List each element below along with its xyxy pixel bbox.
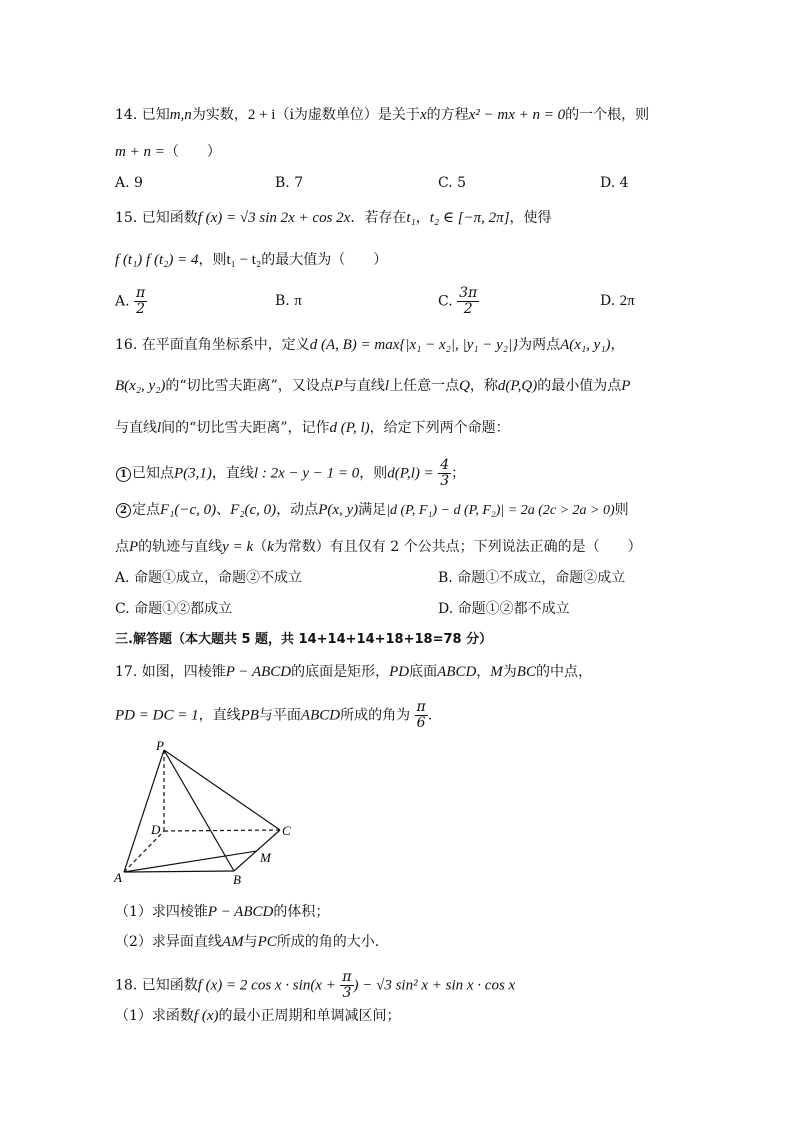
fraction-pi-over-3 [340,970,353,1001]
math-k: k [267,539,274,555]
q18-sub1 [115,1006,401,1026]
q17-text: ， [476,664,491,680]
section-heading: 三.解答题（本大题共 5 题，共 14+14+14+18+18=78 分） [115,632,493,647]
math-condition: |d (P, F₁) − d (P, F₂)| = 2a (2c > 2a > 0) [386,503,615,518]
numerator: π [416,699,426,715]
math-m: M [490,664,503,680]
q14-option-c[interactable]: C. 5 [438,175,467,191]
q16-number: 16. 在平面直角坐标系中，定义 [115,337,310,353]
numerator: π [342,969,352,985]
q18-number: 18. 已知函数 [115,977,198,994]
q16-text: 的“切比雪夫距离”，又设点 [165,378,334,394]
q14-text: 的一个根，则 [565,107,650,123]
math-am: AM [221,934,244,950]
math-p: P [129,539,139,555]
math-p: P [621,378,631,394]
q17-text: 所成的角为 [340,707,411,724]
q17-text: （1）求四棱锥 [115,904,208,920]
vertex-label-a: A [114,870,122,885]
math-pc: PC [257,934,277,950]
math-line-l: l : 2x − y − 1 = 0 [253,465,360,482]
q16-text: 、 [216,502,231,518]
q18-line1 [115,970,515,1001]
q16-text: 则 [614,502,629,518]
q15-line2 [115,250,387,270]
math-l: l [384,378,390,394]
math-dpq: d(P,Q) [497,378,538,394]
q15-option-b[interactable] [275,291,302,311]
q14-text: i为虚数单位）是关于 [289,107,420,123]
q15-text: ，使得 [509,210,552,226]
math-bc: BC [516,664,536,680]
q14-option-b[interactable]: B. 7 [275,175,304,191]
q16-text: 满足 [358,502,387,518]
math-fx: f (x) = √3 sin 2x + cos 2x [197,210,351,226]
math-mn: m,n [169,107,192,123]
fraction-pi-over-2 [134,286,147,317]
q16-text: ； [451,465,466,482]
q16-text: ， [610,337,625,353]
numerator: π [136,285,146,301]
q17-text: . [427,707,433,724]
q17-line2 [115,700,432,731]
q17-line1 [115,662,592,682]
q15-text: ， [415,210,430,226]
denominator: 2 [136,301,146,317]
math-t1: t₁ [406,210,416,226]
math-fx18b: ) − √3 sin² x + sin x · cos x [353,977,516,994]
q16-proposition-1 [115,458,465,489]
option-label: B. [275,293,290,309]
q16-text: 的轨迹与直线 [138,539,223,555]
math-pd-dc: PD = DC = 1 [115,707,199,724]
math-l: l [157,420,162,436]
q16-option-b[interactable]: B. 命题①不成立，命题②成立 [438,570,626,586]
math-p31: P(3,1) [174,465,212,482]
fraction-3pi-over-2 [457,286,479,317]
q16-text: ，直线 [211,465,254,482]
math-p: P [333,378,343,394]
q14-text: 为实数， [191,107,248,123]
vertex-label-b: B [233,872,241,887]
q16-text: 间的“切比雪夫距离”，记作 [161,420,330,436]
q14-option-d[interactable]: D. 4 [600,175,629,191]
q14-line1 [115,105,649,125]
q16-text: 上任意一点 [389,378,460,394]
q15-option-d[interactable] [600,291,635,311]
q18-text: （1）求函数 [115,1008,194,1024]
math-ft: f (t₁) f (t₂) = 4 [115,252,199,268]
vertex-label-p: P [156,738,164,753]
q17-text: 的中点， [535,664,592,680]
fraction-4-over-3 [438,458,451,489]
q14-text: （ ） [164,144,221,160]
q17-text: 的体积； [273,904,330,920]
option-label: A. [115,293,130,310]
q16-text: 与直线 [115,420,157,436]
q16-line2 [115,376,630,396]
math-dpl: d (P, l) [329,420,370,436]
option-label: C. [438,293,453,310]
q16-text: 定点 [132,502,160,518]
q16-text: ，给定下列两个命题： [369,420,510,436]
math-yk: y = k [222,539,254,555]
option-label: D. [600,293,616,309]
q17-text: 为 [502,664,517,680]
math-pxy: P(x, y) [318,502,359,518]
math-f1: F₁(−c, 0) [160,502,217,518]
denominator: 6 [416,715,426,731]
q16-line4 [115,537,642,557]
q17-text: 所成的角的大小. [276,934,380,950]
q16-text: 与直线 [342,378,385,394]
denominator: 3 [440,473,450,489]
math-q: Q [459,378,470,394]
q14-text: 的方程 [426,107,469,123]
q17-text: （2）求异面直线 [115,934,222,950]
math-abcd: ABCD [437,664,477,680]
fraction-pi-over-6 [415,700,428,731]
q16-text: （ [253,539,268,555]
denominator: 3 [342,985,352,1001]
vertex-label-d: D [151,822,161,837]
math-f2: F₂(c, 0) [230,502,277,518]
q16-text: 点 [115,539,129,555]
math-pd: PD [389,664,410,680]
math-dpl-eq: d(P,l) = [387,465,434,482]
q17-text: 与 [243,934,258,950]
math-pabcd: P − ABCD [225,664,292,680]
math-abcd: ABCD [300,707,341,724]
math-m-plus-n: m + n = [115,144,165,160]
denominator: 2 [463,301,473,317]
q15-option-a[interactable] [115,286,147,317]
q16-line3 [115,418,510,438]
q16-proposition-2 [115,500,629,521]
q15-option-c[interactable] [438,286,479,317]
q15-text: 的最大值为（ ） [261,252,388,268]
math-point-b: B(x₂, y₂) [115,378,166,394]
math-2pi: 2π [619,293,635,309]
q15-text: ，则 [198,252,227,268]
numerator: 4 [440,457,450,473]
q17-text: 的底面是矩形， [291,664,390,680]
math-pi: π [294,293,302,309]
q16-text: ，则 [359,465,388,482]
numerator: 3π [459,285,478,301]
q17-number: 17. 如图，四棱锥 [115,664,226,680]
q16-line1 [115,335,625,355]
q14-number: 14. 已知 [115,107,170,123]
math-dab: d (A, B) = max{|x₁ − x₂|, |y₁ − y₂|} [309,337,519,353]
math-fx18a: f (x) = 2 cos x · sin(x + [197,977,336,994]
q15-text: ．若存在 [350,210,407,226]
q16-option-d[interactable]: D. 命题①②都不成立 [438,601,570,617]
vertex-label-c: C [282,823,291,838]
math-pabcd: P − ABCD [207,904,274,920]
pyramid-diagram [112,738,302,888]
q16-text: 为两点 [518,337,561,353]
q17-sub1 [115,902,329,922]
circled-number-2: 2 [116,503,131,518]
q14-option-a[interactable]: A. 9 [115,175,143,191]
q16-text: ，动点 [276,502,319,518]
math-x: x [419,107,427,123]
circled-number-1: 1 [116,467,131,482]
q16-text: ，称 [469,378,498,394]
math-t1-t2: t₁ − t₂ [226,252,262,268]
q16-text: 已知点 [132,465,174,482]
math-point-a: A(x₁, y₁) [560,337,611,353]
q16-option-c[interactable]: C. 命题①②都成立 [115,601,233,617]
math-equation: x² − mx + n = 0 [468,107,566,123]
math-pb: PB [240,707,259,724]
q15-line1 [115,208,552,228]
q16-option-a[interactable]: A. 命题①成立，命题②不成立 [115,570,303,586]
vertex-label-m: M [260,850,271,865]
math-t2-in: t₂ ∈ [−π, 2π] [429,210,510,226]
q17-text: 与平面 [258,707,301,724]
q14-text: （ [275,107,290,123]
q15-number: 15. 已知函数 [115,210,198,226]
math-fx: f (x) [193,1008,219,1024]
q16-text: 的最小值为点 [537,378,622,394]
q17-text: 底面 [409,664,438,680]
q16-text: 为常数）有且仅有 2 个公共点；下列说法正确的是（ ） [273,539,642,555]
math-two-i: 2 + i [247,107,276,123]
q14-line2 [115,142,221,162]
q17-sub2 [115,932,379,952]
q17-text: ，直线 [198,707,241,724]
q18-text: 的最小正周期和单调减区间； [218,1008,401,1024]
